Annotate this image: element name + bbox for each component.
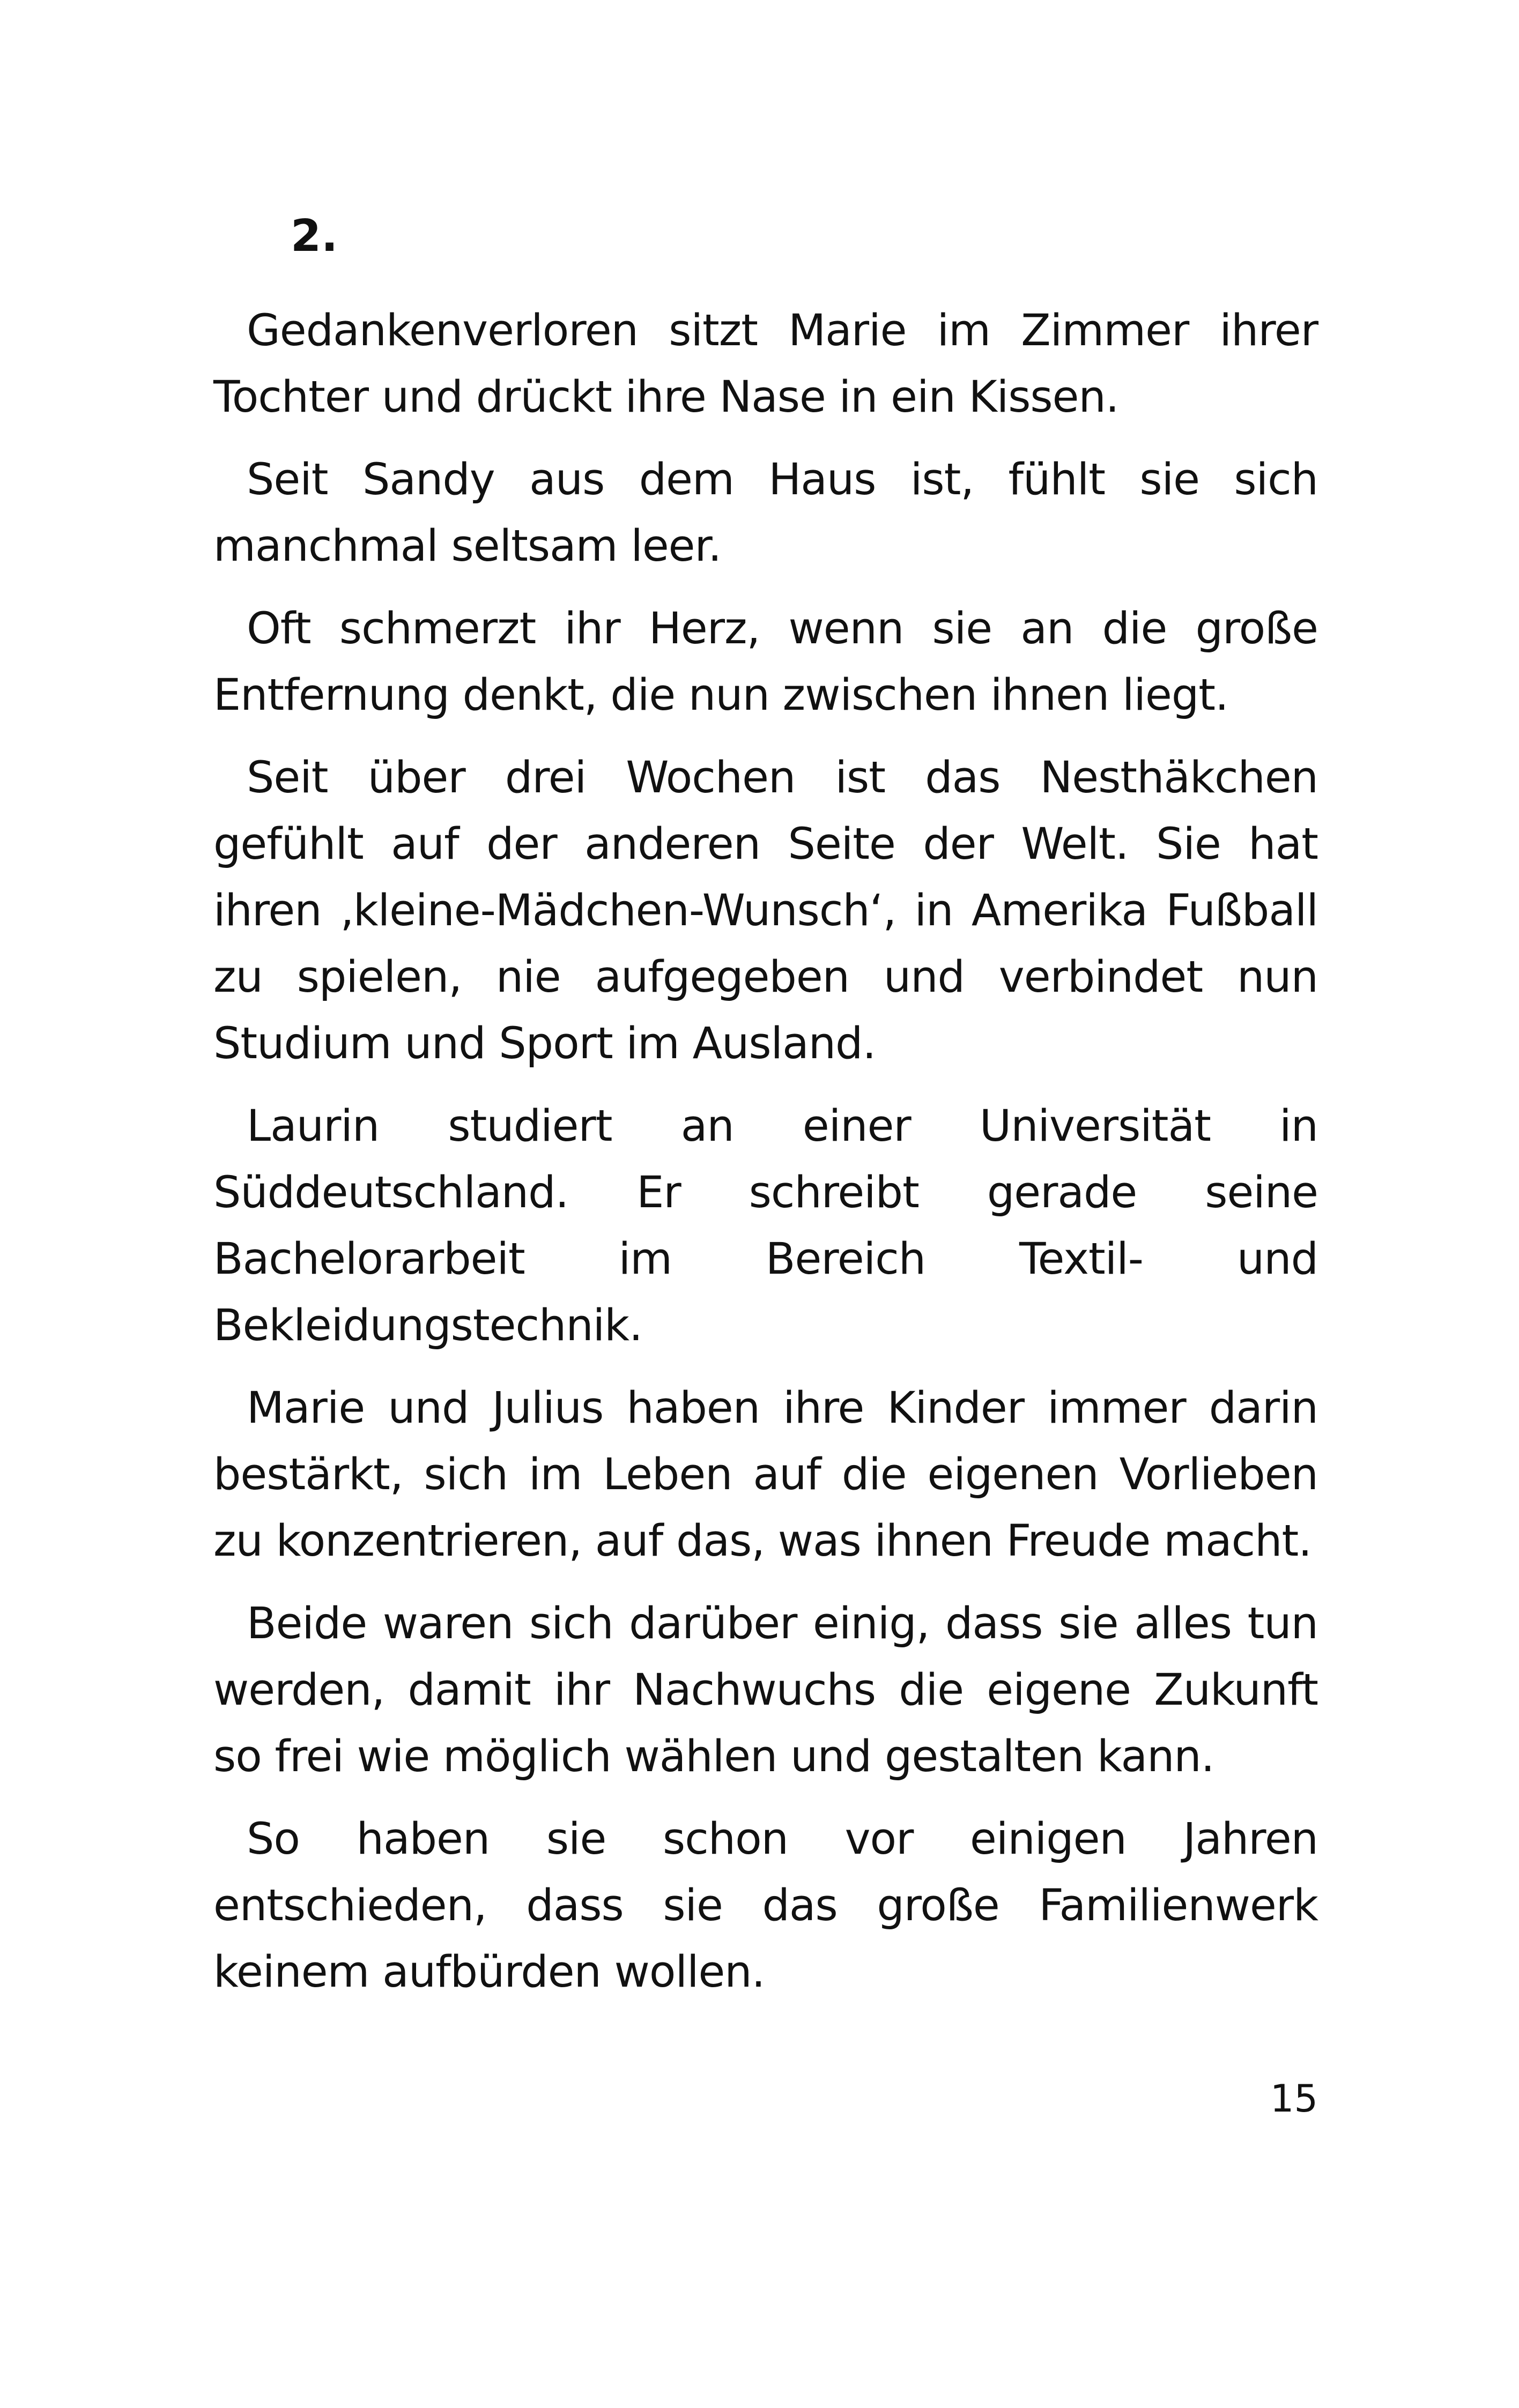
paragraph-7: Beide waren sich darüber einig, dass sie alles tun werden, damit ihr Nachwuchs die eigene Zukunft so frei wie möglich wählen und gestalten kann. xyxy=(213,1599,1318,1782)
paragraph-8: So haben sie schon vor einigen Jahren entschieden, dass sie das große Familienwerk keinem aufbürden wollen. xyxy=(213,1814,1318,1997)
chapter-number: 2. xyxy=(291,211,338,262)
paragraph-3: Oft schmerzt ihr Herz, wenn sie an die große Entfernung denkt, die nun zwischen ihnen liegt. xyxy=(213,604,1318,720)
paragraph-6: Marie und Julius haben ihre Kinder immer darin bestärkt, sich im Leben auf die eigenen Vorlieben zu konzentrieren, auf das, was ihnen Freude macht. xyxy=(213,1383,1318,1566)
paragraph-2: Seit Sandy aus dem Haus ist, fühlt sie sich manchmal seltsam leer. xyxy=(213,455,1318,571)
paragraph-1: Gedankenverloren sitzt Marie im Zimmer ihrer Tochter und drückt ihre Nase in ein Kissen. xyxy=(213,306,1318,422)
paragraph-5: Laurin studiert an einer Universität in Süddeutschland. Er schreibt gerade seine Bachelorarbeit im Bereich Textil- und Bekleidungstechnik. xyxy=(213,1101,1318,1351)
paragraph-4: Seit über drei Wochen ist das Nesthäkchen gefühlt auf der anderen Seite der Welt. Sie hat ihren ‚kleine-Mädchen-Wunsch‘, in Amerika Fußball zu spielen, nie aufgegeben und verbindet nun Studium und Sport im Ausland. xyxy=(213,753,1318,1069)
page-number: 15 xyxy=(1270,2077,1318,2121)
body-text xyxy=(213,298,1318,2021)
